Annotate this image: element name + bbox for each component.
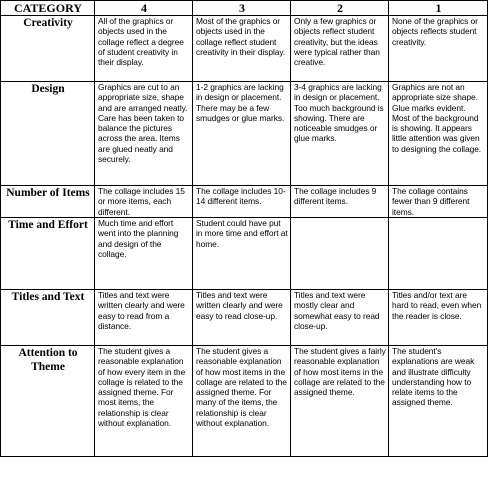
cell-titles-3: Titles and text were written clearly and were easy to read close-up.: [193, 290, 291, 346]
cell-theme-4: The student gives a reasonable explanation of how every item in the collage is related to the assigned theme. For most items, the relationship is clear without explanation.: [95, 346, 193, 457]
cell-theme-3: The student gives a reasonable explanation of how most items in the collage are related to the assigned theme. For many of the items, the relationship is clear without explanation.: [193, 346, 291, 457]
cell-theme-1: The student's explanations are weak and illustrate difficulty understanding how to relate items to the assigned theme.: [389, 346, 488, 457]
row-creativity: [1, 16, 488, 82]
category-design: Design: [1, 82, 95, 186]
cell-time-4: Much time and effort went into the planning and design of the collage.: [95, 218, 193, 290]
cell-creativity-2: Only a few graphics or objects reflect student creativity, but the ideas were typical rather than creative.: [291, 16, 389, 82]
header-category: CATEGORY: [1, 1, 95, 16]
cell-items-3: The collage includes 10-14 different items.: [193, 186, 291, 218]
cell-creativity-4: All of the graphics or objects used in the collage reflect a degree of student creativity in their display.: [95, 16, 193, 82]
category-time-and-effort: Time and Effort: [1, 218, 95, 290]
cell-items-2: The collage includes 9 different items.: [291, 186, 389, 218]
row-titles-and-text: [1, 290, 488, 346]
cell-titles-2: Titles and text were mostly clear and somewhat easy to read close-up.: [291, 290, 389, 346]
cell-creativity-3: Most of the graphics or objects used in the collage reflect student creativity in their display.: [193, 16, 291, 82]
category-creativity: Creativity: [1, 16, 95, 82]
category-number-of-items: Number of Items: [1, 186, 95, 218]
cell-titles-1: Titles and/or text are hard to read, even when the reader is close.: [389, 290, 488, 346]
category-titles-and-text: Titles and Text: [1, 290, 95, 346]
cell-titles-4: Titles and text were written clearly and were easy to read from a distance.: [95, 290, 193, 346]
cell-time-2: [291, 218, 389, 290]
cell-creativity-1: None of the graphics or objects reflects student creativity.: [389, 16, 488, 82]
cell-time-3: Student could have put in more time and effort at home.: [193, 218, 291, 290]
cell-theme-2: The student gives a fairly reasonable explanation of how most items in the collage are related to the assigned theme.: [291, 346, 389, 457]
cell-items-4: The collage includes 15 or more items, each different.: [95, 186, 193, 218]
row-design: [1, 82, 488, 186]
cell-design-1: Graphics are not an appropriate size shape. Glue marks evident. Most of the background is showing. It appears little attention was given to designing the collage.: [389, 82, 488, 186]
cell-design-3: 1-2 graphics are lacking in design or placement. There may be a few smudges or glue marks.: [193, 82, 291, 186]
header-row: [1, 1, 488, 16]
header-level-1: 1: [389, 1, 488, 16]
header-level-2: 2: [291, 1, 389, 16]
row-time-and-effort: [1, 218, 488, 290]
cell-items-1: The collage contains fewer than 9 different items.: [389, 186, 488, 218]
cell-design-2: 3-4 graphics are lacking in design or placement. Too much background is showing. There are noticeable smudges or glue marks.: [291, 82, 389, 186]
header-level-3: 3: [193, 1, 291, 16]
category-attention-to-theme: Attention to Theme: [1, 346, 95, 457]
row-number-of-items: [1, 186, 488, 218]
row-attention-to-theme: [1, 346, 488, 457]
header-level-4: 4: [95, 1, 193, 16]
cell-design-4: Graphics are cut to an appropriate size, shape and are arranged neatly. Care has been taken to balance the pictures across the area. Items are glued neatly and securely.: [95, 82, 193, 186]
cell-time-1: [389, 218, 488, 290]
